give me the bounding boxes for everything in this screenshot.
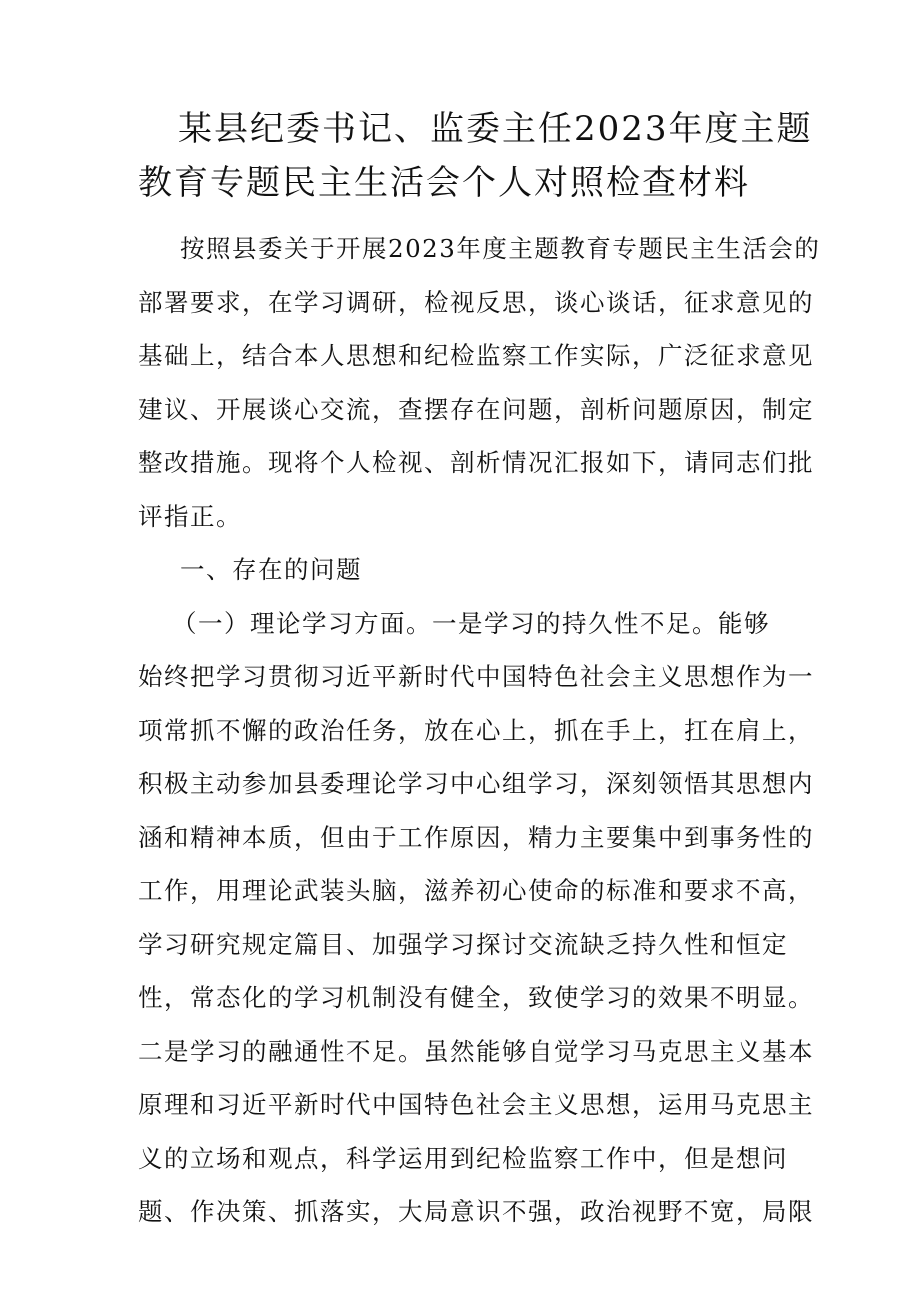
paragraph-line: 性，常态化的学习机制没有健全，致使学习的效果不明显。: [138, 983, 814, 1012]
paragraph-line: 义的立场和观点，科学运用到纪检监察工作中，但是想问: [138, 1143, 788, 1173]
paragraph-line: 积极主动参加县委理论学习中心组学习，深刻领悟其思想内: [138, 769, 814, 798]
paragraph-line: 学习研究规定篇目、加强学习探讨交流缺乏持久性和恒定: [138, 929, 788, 959]
paragraph-line: 涵和精神本质，但由于工作原因，精力主要集中到事务性的: [138, 822, 814, 852]
document-title-line-2: 教育专题民主生活会个人对照检查材料: [138, 163, 750, 203]
paragraph-line: 项常抓不懈的政治任务，放在心上，抓在手上，扛在肩上，: [138, 715, 814, 745]
paragraph-line: 基础上，结合本人思想和纪检监察工作实际，广泛征求意见: [138, 341, 814, 370]
paragraph-line: 工作，用理论武装头脑，滋养初心使命的标准和要求不高，: [138, 876, 814, 905]
paragraph-line: 题、作决策、抓落实，大局意识不强，政治视野不宽，局限: [138, 1197, 814, 1226]
paragraph-line: 按照县委关于开展2023年度主题教育专题民主生活会的: [180, 234, 821, 263]
paragraph-line: 评指正。: [138, 501, 242, 531]
document-title-line-1: 某县纪委书记、监委主任2023年度主题: [178, 109, 813, 149]
paragraph-line: 二是学习的融通性不足。虽然能够自觉学习马克思主义基本: [138, 1036, 814, 1066]
paragraph-line: 整改措施。现将个人检视、剖析情况汇报如下，请同志们批: [138, 448, 814, 477]
document-body: [138, 222, 821, 1239]
paragraph-line: 原理和习近平新时代中国特色社会主义思想，运用马克思主: [138, 1090, 814, 1119]
paragraph-line: 始终把学习贯彻习近平新时代中国特色社会主义思想作为一: [138, 662, 814, 691]
subsection-heading-line: （一）理论学习方面。一是学习的持久性不足。能够: [172, 608, 770, 638]
paragraph-line: 部署要求，在学习调研，检视反思，谈心谈话，征求意见的: [138, 287, 814, 317]
paragraph-line: 建议、开展谈心交流，查摆存在问题，剖析问题原因，制定: [138, 394, 814, 424]
section-heading: 一、存在的问题: [180, 555, 362, 584]
